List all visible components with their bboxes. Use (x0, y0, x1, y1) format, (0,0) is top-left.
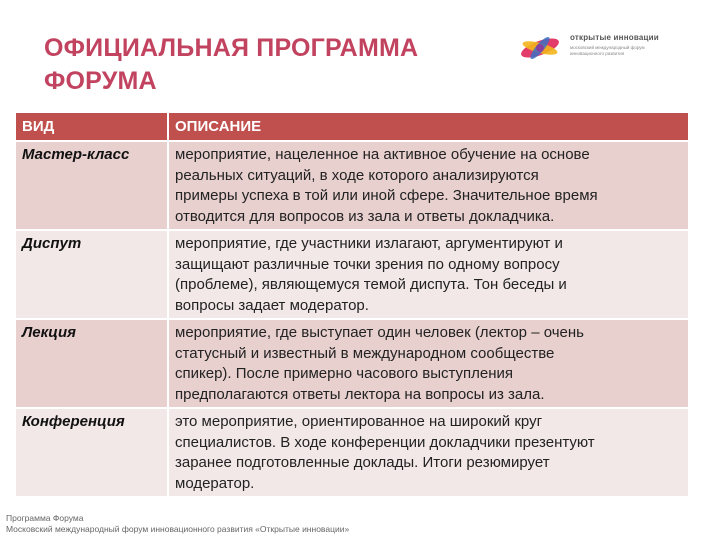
footer-line-2: Московский международный форум инновационного развития «Открытые инновации» (6, 524, 350, 534)
description-line: специалистов. В ходе конференции докладчики презентуют (175, 433, 595, 451)
row-description (168, 230, 688, 319)
title-line-2: ФОРУМА (44, 67, 157, 95)
description-line: модератор. (175, 474, 255, 492)
logo-name: открытые инновации (570, 33, 659, 42)
header-kind: ВИД (16, 113, 168, 141)
description-line: мероприятие, нацеленное на активное обучение на основе (175, 146, 590, 163)
row-kind: Лекция (16, 319, 168, 408)
title-line-1: ОФИЦИАЛЬНАЯ ПРОГРАММА (44, 34, 419, 62)
description-line: (проблеме), являющемуся темой диспута. Тон беседы и (175, 276, 567, 293)
program-table (16, 113, 688, 498)
description-line: вопросы задает модератор. (175, 296, 369, 314)
description-line: заранее подготовленные доклады. Итоги резюмирует (175, 454, 550, 471)
logo-icon (518, 28, 566, 68)
description-line: отводится для вопросов из зала и ответы докладчика. (175, 207, 555, 225)
table-row (16, 230, 688, 319)
page-title (44, 32, 504, 98)
description-line: статусный и известный в международном сообществе (175, 344, 555, 362)
row-kind: Диспут (16, 230, 168, 319)
logo-subtitle-line: московский международный форум (570, 45, 645, 50)
description-line: примеры успеха в той или иной сфере. Значительное время (175, 187, 598, 204)
description-line: реальных ситуаций, в ходе которого анализируются (175, 166, 539, 184)
description-line: предполагаются ответы лектора на вопросы из зала. (175, 385, 545, 403)
row-kind: Конференция (16, 408, 168, 497)
description-line: защищают различные точки зрения по одному вопросу (175, 255, 560, 273)
description-line: мероприятие, где выступает один человек (лектор – очень (175, 324, 584, 341)
row-kind: Мастер-класс (16, 141, 168, 230)
footer-line-1: Программа Форума (6, 513, 84, 523)
table-row (16, 319, 688, 408)
row-description (168, 319, 688, 408)
footer (6, 513, 349, 535)
row-description (168, 408, 688, 497)
forum-logo (518, 28, 708, 68)
logo-subtitle-line: инновационного развития (570, 50, 625, 56)
table-row (16, 408, 688, 497)
description-line: спикер). После примерно часового выступления (175, 365, 514, 382)
logo-subtitle (570, 45, 700, 56)
table-header-row (16, 113, 688, 141)
description-line: это мероприятие, ориентированное на широкий круг (175, 413, 543, 430)
header-description: ОПИСАНИЕ (168, 113, 688, 141)
row-description (168, 141, 688, 230)
description-line: мероприятие, где участники излагают, аргументируют и (175, 235, 563, 252)
table-row (16, 141, 688, 230)
